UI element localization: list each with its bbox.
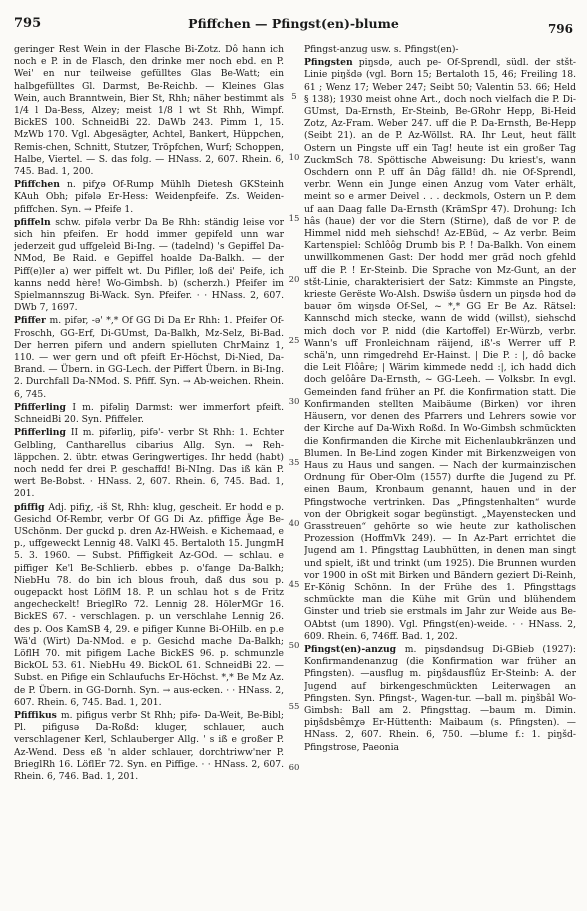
- line-number: 10: [288, 153, 300, 163]
- dictionary-entry: [14, 402, 284, 426]
- entry-text: I m. pifəliŋ Darmst: wer immerfort pfeift. SchneidBi 20. Syn. Pfiffeler.: [14, 401, 284, 426]
- entry-text: Adj. pifiχ, -iš St, Rhh: klug, gescheit. Er hodd e p. Gesichd Of-Rembr, verbr Of GG Di Az. pfiffige Äge Be-USchönm. Der guckd p. dren Az-HWeish. e Kichemaad, e p., uffgeweckt Lennig 48. ValKl 45. Bertaloth 15. JungmH 5. 3. 1960. — Subst. Pfiffigkeit Az-GOd. — schlau. e piffiger Ke'l Be-Schlierb. ebbes p. o'fange Da-Balkh; NiebHu 78. do bin ich blous frouh, daß dus sou p. ougepackt host LöflM 18. P. un schlau hot s de Fritz angecheckelt! BrieglRo 72. Lennig 28. HölerMGr 16. BickES 67. - verschlagen. p. un verschlahe Lennig 26. des p. Oos KamSB 4, 29. e pifiger Kunne Bi-OHilb. en p.e Wä'd (Wirt) Da-NMod. e p. Gesichd mache Da-Balkh; LöflH 70. mit pifigem Lache BickES 96. p. schmunzle BickOL 53. 61. NiebHu 49. BickOL 61. SchneidBi 22. — Subst. en Pifige ein Schlaufuchs Er-Höchst. *,* Be Mz Az. de P. Übern. in GG-Dornh. Syn. → aus-ecken. · · HNass. 2, 607. Rhein. 6, 745. Bad. 1, 201.: [14, 501, 284, 708]
- dictionary-entry: [304, 644, 576, 754]
- line-number: 15: [288, 214, 300, 224]
- entry-text: m. piŋsdəndsug Di-GBieb (1927): Konfirmandenanzug (die Konfirmation war früher an Pfingsten). —ausflug m. piŋšdausflûz Er-Steinb: A. der Jugend auf birkengeschmückten Leiterwagen an Pfingsten. Syn. Pfingst-, Wagen-tur. —ball m. piŋšbâl Wo-Gimbsh: Ball am 2. Pfingsttag. —baum m. Dimin. piŋšdsbêmχə Er-Hüttenth: Maibaum (s. Pfingsten). — HNass. 2, 607. Rhein. 6, 750. —blume f.: 1. piŋšd- Pfingstrose, Paeonia: [304, 643, 576, 753]
- page-number-right: 796: [547, 22, 573, 36]
- page-number-left: 795: [14, 16, 42, 31]
- dictionary-entry: [304, 57, 576, 643]
- dictionary-entry: [14, 710, 284, 783]
- entry-headword: Pfifferling: [14, 401, 66, 413]
- entry-headword: pfiffig: [14, 501, 45, 513]
- entry-headword: Pfiffikus: [14, 709, 57, 721]
- line-number: 35: [288, 458, 300, 468]
- line-number: 20: [288, 275, 300, 285]
- entry-text: Pfingst-anzug usw. s. Pfingst(en)-: [304, 44, 459, 55]
- line-number: 50: [288, 641, 300, 651]
- right-column: [304, 44, 576, 897]
- entry-headword: Pfifferling: [14, 427, 66, 439]
- dictionary-entry: [14, 315, 284, 400]
- dictionary-entry: [304, 44, 576, 56]
- page-header: [14, 10, 573, 38]
- entry-text: geringer Rest Wein in der Flasche Bi-Zotz. Dô hann ich noch e P. in de Flasch, den drinke mer noch ebd. en P. Wei' en nur teilweise gefülltes Glas Be-Watt; ein halbgefülltes Gl. Darmst, Be-Reichb. — Kleines Glas Wein, auch Branntwein, Bier St, Rhh; näher bestimmt als 1/4 l Da-Bess, Alzey; meist 1/8 l wt St Rhh, Wimpf. BickES 100. SchneidBi 22. DaWb 243. Pimm 1, 15. MzWb 170. Vgl. Abgesägter, Achtel, Bankert, Hüppchen, Remis-chen, Schnitt, Stutzer, Tröpfchen, Wurf; Schoppen, Halbe, Viertel. — S. das folg. — HNass. 2, 607. Rhein. 6, 745. Bad. 1, 200.: [14, 44, 284, 178]
- entry-headword: pfiffeln: [14, 216, 51, 228]
- dictionary-entry: [14, 44, 284, 178]
- line-number: 60: [288, 763, 300, 773]
- line-number-gutter: [286, 44, 302, 897]
- dictionary-entry: [14, 179, 284, 216]
- line-number: 45: [288, 580, 300, 590]
- left-column: [14, 44, 284, 897]
- entry-headword: Pfiffchen: [14, 179, 60, 191]
- line-number: 25: [288, 336, 300, 346]
- line-number: 40: [288, 519, 300, 529]
- entry-text: m. pifigus verbr St Rhh; pifə- Da-Weit, Be-Bibl; Pl. pifigusə Da-Roßd: kluger, schlauer, auch verschlagener Kerl, Schlauberger Allg. ' s iß e großer P. Az-Wend. Dess eß 'n alder schlauer, dorchtriww'ner P. BrieglRh 16. LöflEr 72. Syn. en Piffige. · · HNass. 2, 607. Rhein. 6, 746. Bad. 1, 201.: [14, 709, 284, 782]
- entry-headword: Pfingst(en)-anzug: [304, 643, 397, 655]
- dictionary-entry: [14, 502, 284, 709]
- running-head: Pfiffchen — Pfingst(en)-blume: [188, 16, 399, 31]
- dictionary-entry: [14, 217, 284, 315]
- line-number: 55: [288, 702, 300, 712]
- entry-headword: Pfiffer: [14, 315, 46, 327]
- line-number: 5: [291, 92, 297, 102]
- entry-text: n. pifχə Of-Rump Mühlh Dietesh GKSteinh KAuh Obh; pifələ Er-Hess: Weidenpfeife. Zs. Weiden-pfiffchen. Syn. → Pfeife 1.: [14, 179, 284, 215]
- entry-text: piŋsdə, auch pe- Of-Sprendl, südl. der stšt-Linie piŋšdə (vgl. Born 15; Bertaloth 15, 46; Freiling 18. 61 ; Wenz 17; Weber 247; Seibt 50; Valentin 53. 66; Held § 138); 1930 meist ohne Art., doch noch vielfach die P. Di-GUmst, Da-Ernsth, Er-Steinb, Be-GRohr Hepp, Bi-Heid Zotz, Az-Fram. Weber 247. uff die P. Da-Ernsth, Be-Hepp (Seibt 21). an de P. Az-Wöllst. RA. Ihr Leut, heut fällt Ostern un Pingste uff ein Tag! heute ist ein großer Tag ZuckmSch 78. Spöttische Abweisung: Du kriest's, wann Oschdern onn P. uff ân Dâg fälld! dh. nie Of-Sprendl, verbr. Wenn ein Junge einen Anzug vom Vater erhält, meint so e armer Deivel . . . deckmols, Ostern un P. dem uf aan Daag falle Da-Ernsth (KrämSpr 47). Drohung: Ich hâs (haue) der vor die Stern (Stirne), daß de vor P. de Himmel nidd meh siehschd! Az-EBüd, ~ Az verbr. Beim Kartenspiel: Schlôôg Drumb bis P. ! Da-Balkh. Von einem unwillkommenen Gast: Der hodd mer gräd noch gfehld uff die P. ! Er-Steinb. Die Sprache von Mz-Gunt, an der stšt-Linie, charakterisiert der Satz: Kimmste an Pingste, krieste Gerëste Wo-Alsh. Dswišə ûsdern un piŋsdə hod də bauər öm wiŋsdə Of-Sel, ~ *,* GG Er Be Az. Rätsel: Kannschd mich stecke, wann de widd (willst), siehschd mich doch vor P. nidd (die Kartoffel) Er-Würzb, verbr. Wann's uff Fronleichnam räijend, iß'-s Werrer uff P. schä'n, unn rimgedrehd Er-Hainst. | Die P. : |, dô backe die Leit Flôâre; | Wärim kimmede nedd :|, ich hadd dich doch gelôâre Da-Ernsth, ~ GG-Leeh. — Volksbr. In evgl. Gemeinden fand früher an Pf. die Konfirmation statt. Die Konfirmanden stellten Maibäume (Birken) vor ihren Häusern, vor denen des Pfarrers und Lehrers sowie vor der Kirche auf Da-Wixh Roßd. In Wo-Gimbsh schmückten die Konfirmanden die Kirche mit Eichenlaubkränzen und Blumen. In Be-Lind zogen Kinder mit Birkenzweigen von Haus zu Haus und sangen. — Nach der kurmainzischen Ordnung für Ober-Olm (1557) durfte die Jugend zu Pf. einen Baum, Kronbaum genannt, hauen und in der Pfingstwoche vertrinken. Das „Pfingstenhalten“ wurde von der Obrigkeit sogar begünstigt. „Mayenstecken und Grasstreuen“ gehörte so wie heute zur katholischen Prozession (HoffmVk 249). — In Az-Part errichtet die Jugend am 1. Pfingsttag Laubhütten, in denen man singt und spielt, ißt und trinkt (um 1925). Die Brunnen wurden vor 1900 in oSt mit Birken und Bändern geziert Di-Reinh, Er-König Schönn. In der Frühe des 1. Pfingsttags schmückte man die Kühe mit Grün und blühendem Ginster und trieb sie erstmals im Jahr zur Weide aus Be-OAbtst (um 1890). Vgl. Pfingst(en)-weide. · · HNass. 2, 609. Rhein. 6, 746ff. Bad. 1, 202.: [304, 57, 576, 642]
- entry-text: II m. pifərliŋ, pifə'- verbr St Rhh: 1. Echter Gelbling, Cantharellus cibarius Allg. Syn. → Reh-läppchen. 2. übtr. etwas Geringwertiges. Ihr hedd (habt) noch nedd fer drei P. geschaffd! Bi-NIng. Das iß kän P. wert Be-Bobst. · HNass. 2, 607. Rhein. 6, 745. Bad. 1, 201.: [14, 427, 284, 500]
- entry-text: schw. pifələ verbr Da Be Rhh: ständig leise vor sich hin pfeifen. Er hodd immer gepifeld unn war jederzeit gud uffgeleìd Bi-Ing. — (tadelnd) 's Gepiffel Da-NMod, Be Raid. e Gepiffel hoalde Da-Balkh. — der Piff(e)ler a) wer piffelt wt. Du Pifller, loß dei' Peife, ich kanns nedd hère! Wo-Gimbsh. b) (scherzh.) Pfeifer im Spielmannszug Bi-Wack. Syn. Pfeifer. · · HNass. 2, 607. DWb 7, 1697.: [14, 216, 284, 314]
- entry-text: m. pifər, -ə' *,* Of GG Di Da Er Rhh: 1. Pfeifer Of-Froschh, GG-Erf, Di-GUmst, Da-Balkh, Mz-Selz, Bi-Bad. Der herren pifern und andern spielluten ChrMainz 1, 110. — wer gern und oft pfeift Er-Höchst, Di-Nied, Da-Brand. — Übern. in GG-Lech. der Piffert Übern. in Bi-Ing. 2. Durchfall Da-NMod. S. Pfiff. Syn. → Ab-weichen. Rhein. 6, 745.: [14, 315, 284, 400]
- dictionary-entry: [14, 427, 284, 500]
- line-number: 30: [288, 397, 300, 407]
- entry-headword: Pfingsten: [304, 57, 353, 69]
